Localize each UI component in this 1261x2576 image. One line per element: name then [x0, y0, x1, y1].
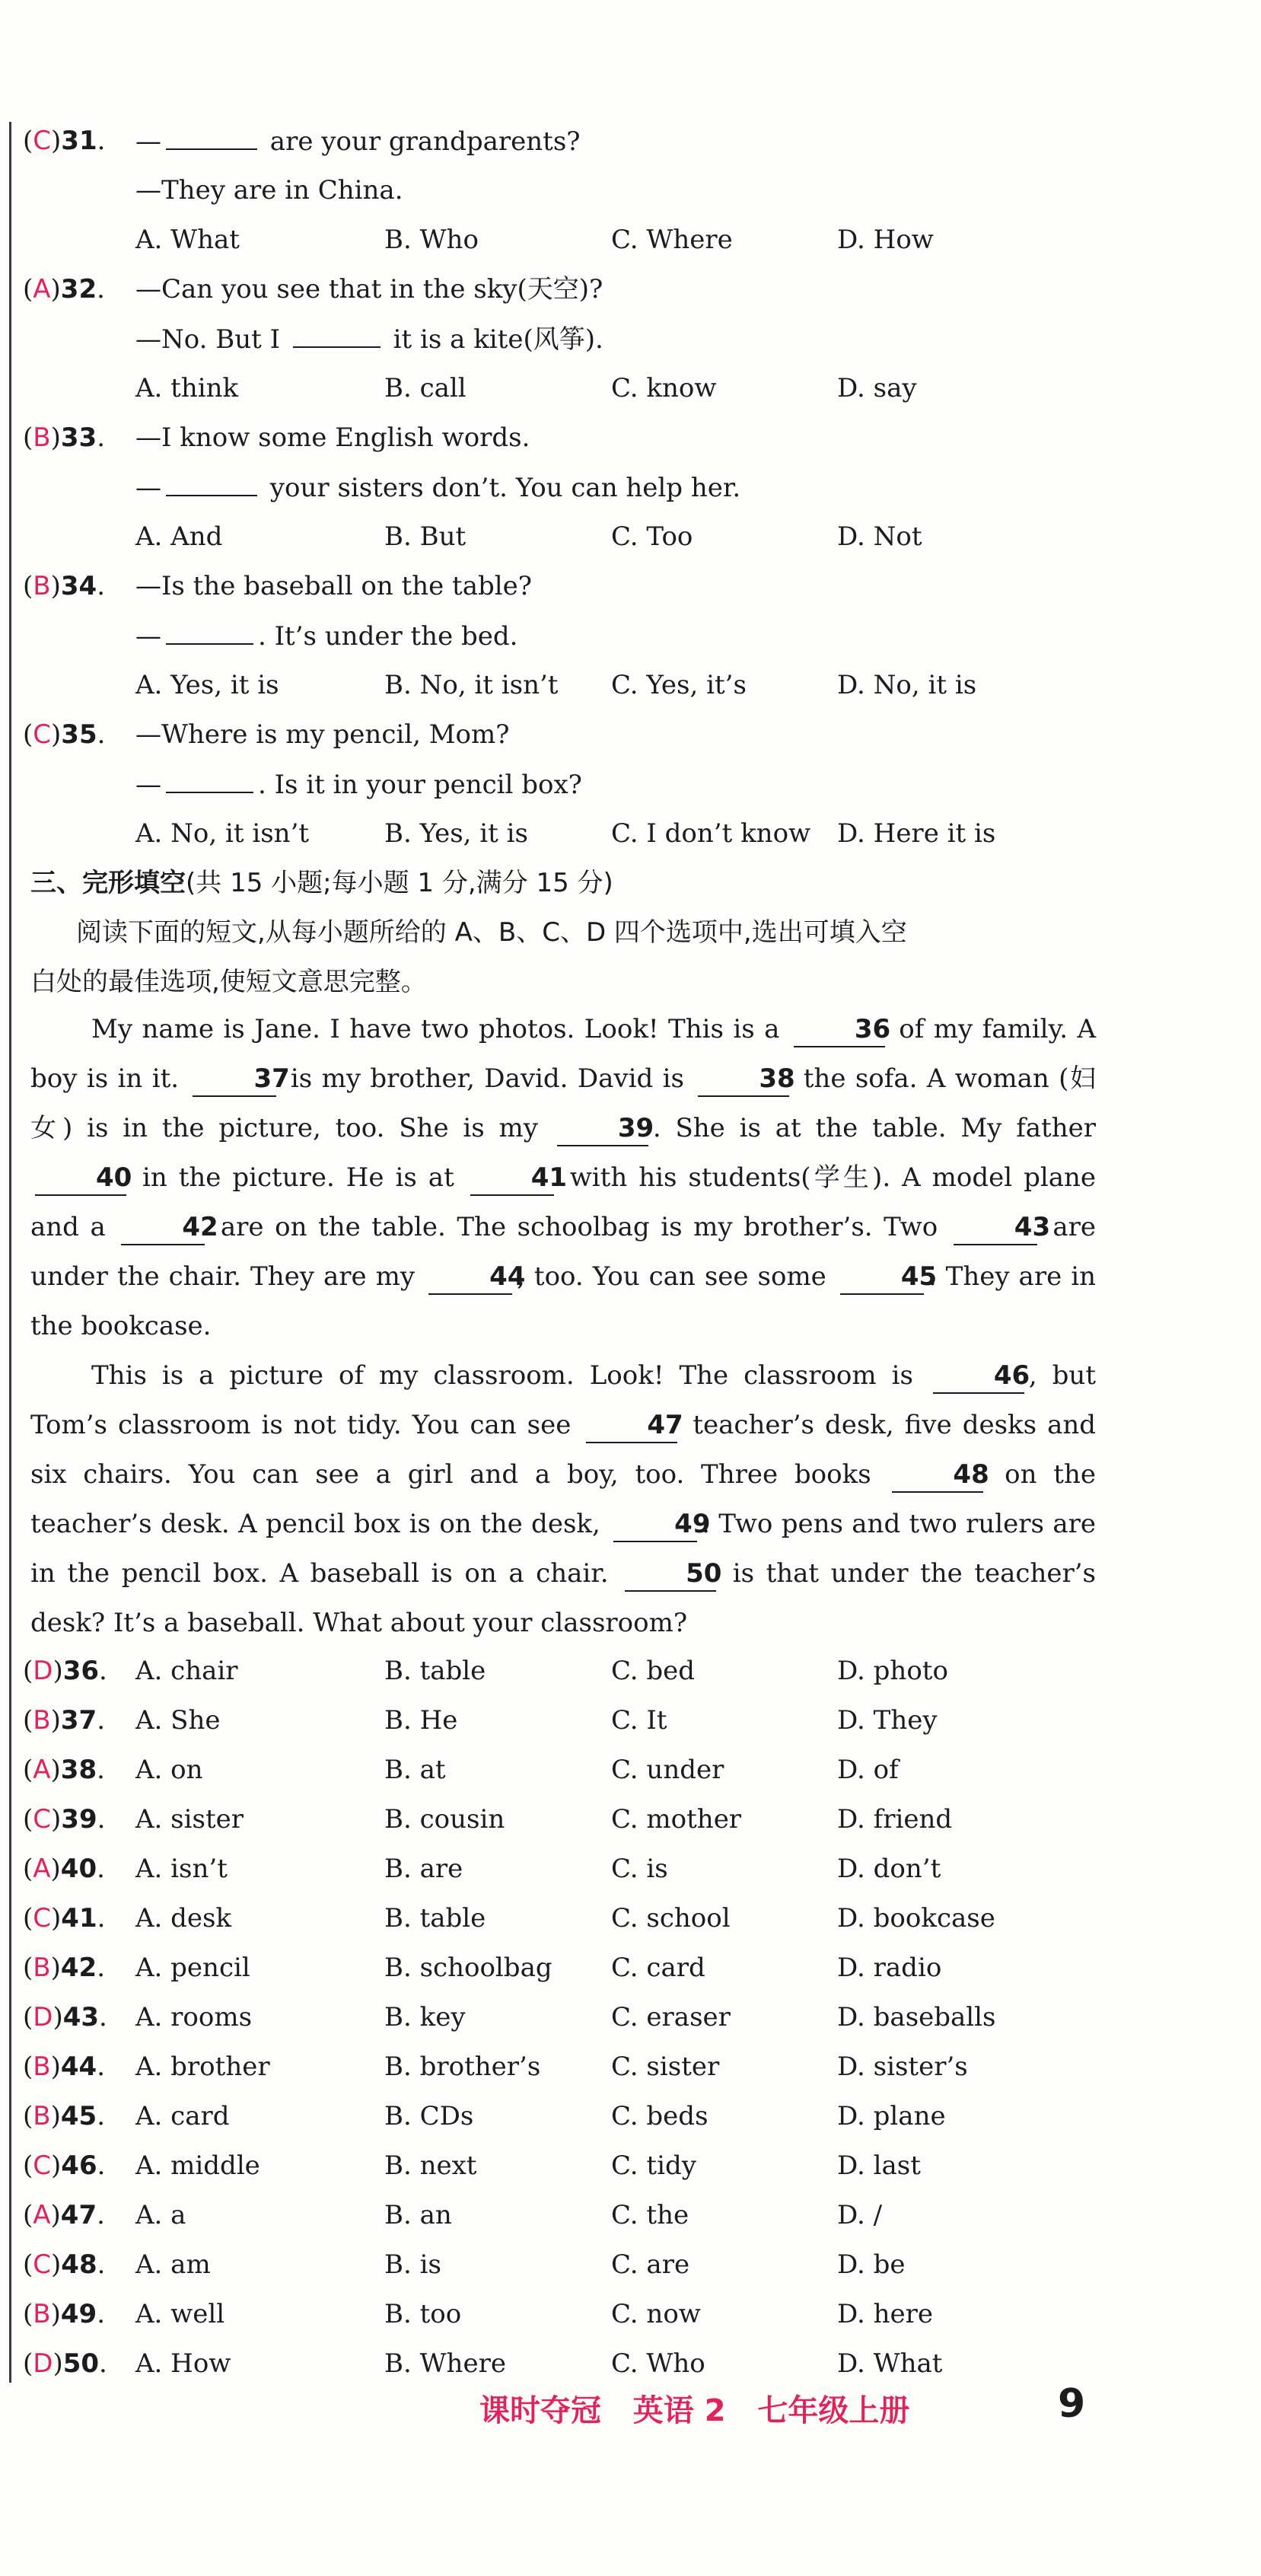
- answer-mark: C: [33, 1804, 52, 1835]
- question-number: 31: [61, 126, 97, 156]
- answer-blank: [166, 761, 253, 793]
- question-number: 36: [62, 1656, 100, 1686]
- option: C. It: [611, 1705, 667, 1736]
- answer-mark: B: [33, 1705, 51, 1736]
- blank-36: 36: [794, 1012, 885, 1047]
- option: D. be: [837, 2249, 906, 2280]
- option: D. /: [837, 2200, 883, 2230]
- answer-mark: A: [33, 1755, 51, 1785]
- option: D. photo: [837, 1656, 948, 1686]
- option: B. are: [384, 1854, 463, 1884]
- option: C. is: [611, 1854, 668, 1884]
- footer-title: 课时夺冠 英语 2 七年级上册: [479, 2393, 910, 2428]
- answer-mark: B: [33, 2052, 51, 2082]
- question-number: 45: [60, 2101, 97, 2131]
- option: A. middle: [135, 2150, 260, 2181]
- option: A. isn’t: [135, 1854, 228, 1884]
- blank-47: 47: [586, 1408, 677, 1443]
- answer-mark: B: [33, 1953, 51, 1983]
- option: C. mother: [611, 1804, 742, 1835]
- answer-mark: C: [33, 719, 52, 750]
- option: D. What: [837, 2348, 943, 2379]
- answer-mark: D: [33, 2002, 53, 2032]
- option: D. friend: [837, 1804, 953, 1835]
- option: B. an: [384, 2200, 452, 2230]
- option: C. card: [611, 1953, 705, 1983]
- blank-37: 37: [193, 1062, 276, 1097]
- answer-blank: [293, 316, 381, 348]
- option: D. here: [837, 2299, 934, 2329]
- option: B. too: [384, 2299, 462, 2329]
- blank-43: 43: [954, 1210, 1037, 1245]
- option: C. tidy: [611, 2150, 696, 2181]
- answer-mark: A: [33, 2200, 51, 2230]
- option: B. CDs: [384, 2101, 474, 2131]
- question-number: 43: [62, 2002, 100, 2032]
- option: D. They: [837, 1705, 938, 1736]
- blank-45: 45: [840, 1260, 924, 1295]
- option: B. brother’s: [384, 2052, 541, 2082]
- option: A. brother: [135, 2052, 270, 2082]
- answer-mark: B: [33, 422, 51, 453]
- option: B. next: [384, 2150, 477, 2181]
- option: A. How: [135, 2348, 231, 2379]
- option: D. last: [837, 2150, 921, 2181]
- option: A. a: [135, 2200, 186, 2230]
- option: D. plane: [837, 2101, 946, 2131]
- question-number: 46: [61, 2150, 97, 2181]
- option: A. sister: [135, 1804, 244, 1835]
- blank-38: 38: [698, 1062, 789, 1097]
- answer-mark: C: [33, 1903, 52, 1934]
- blank-44: 44: [428, 1260, 512, 1295]
- option: B. Where: [384, 2348, 506, 2379]
- question-number: 44: [60, 2052, 97, 2082]
- option: A. pencil: [135, 1953, 250, 1983]
- option: B. He: [384, 1705, 458, 1736]
- option: B. key: [384, 2002, 466, 2032]
- answer-mark: D: [33, 1656, 53, 1686]
- question-number: 34: [60, 571, 97, 601]
- option: A. card: [135, 2101, 230, 2131]
- option: D. baseballs: [837, 2002, 996, 2032]
- option: B. table: [384, 1903, 486, 1934]
- question-number: 50: [62, 2348, 100, 2379]
- margin-rule: [9, 122, 11, 2383]
- answer-mark: D: [33, 2348, 53, 2379]
- blank-50: 50: [625, 1557, 716, 1592]
- blank-48: 48: [892, 1458, 983, 1493]
- option: C. now: [611, 2299, 701, 2329]
- answer-blank: [166, 118, 257, 150]
- option: B. is: [384, 2249, 441, 2280]
- question-number: 39: [61, 1804, 97, 1835]
- question-number: 47: [60, 2200, 97, 2230]
- question-number: 38: [60, 1755, 97, 1785]
- option: D. bookcase: [837, 1903, 995, 1934]
- option: C. beds: [611, 2101, 709, 2131]
- answer-mark: C: [33, 2249, 52, 2280]
- question-number: 37: [60, 1705, 97, 1736]
- question-number: 35: [61, 719, 97, 750]
- blank-41: 41: [470, 1161, 554, 1196]
- option: C. eraser: [611, 2002, 731, 2032]
- answer-blank: [166, 613, 253, 645]
- answer-mark: B: [33, 2299, 51, 2329]
- option: D. don’t: [837, 1854, 941, 1884]
- blank-40: 40: [35, 1161, 126, 1196]
- option: A. She: [135, 1705, 221, 1736]
- question-number: 42: [60, 1953, 97, 1983]
- blank-42: 42: [121, 1210, 205, 1245]
- option: A. am: [135, 2249, 211, 2280]
- option: A. chair: [135, 1656, 238, 1686]
- option: B. table: [384, 1656, 486, 1686]
- option: A. rooms: [135, 2002, 253, 2032]
- option: D. radio: [837, 1953, 942, 1983]
- blank-49: 49: [613, 1507, 697, 1542]
- option: A. well: [135, 2299, 225, 2329]
- option: C. under: [611, 1755, 724, 1785]
- answer-mark: C: [33, 2150, 52, 2181]
- page-number: 9: [1058, 2381, 1086, 2427]
- option: C. sister: [611, 2052, 720, 2082]
- option: D. of: [837, 1755, 899, 1785]
- passage-paragraph-1: My name is Jane. I have two photos. Look! This is a 36 of my family. A boy is in it. 37 is my brother, David. David is 38 the sofa. A woman (妇女) is in the picture, too. She is my 39. She is at the table. My father 40 in the picture. He is at 41 with his students(学生). A model plane and a 42 are on the table. The schoolbag is my brother’s. Two 43 are under the chair. They are my 44, too. You can see some 45. They are in the bookcase.: [30, 1014, 1096, 1341]
- passage-paragraph-2: This is a picture of my classroom. Look! The classroom is 46, but Tom’s classroom is not tidy. You can see 47 teacher’s desk, five desks and six chairs. You can see a girl and a boy, too. Three books 48 on the teacher’s desk. A pencil box is on the desk, 49. Two pens and two rulers are in the pencil box. A baseball is on a chair. 50 is that under the teacher’s desk? It’s a baseball. What about your classroom?: [30, 1360, 1096, 1638]
- option: B. cousin: [384, 1804, 505, 1835]
- answer-mark: B: [33, 571, 51, 601]
- answer-mark: A: [33, 1854, 51, 1884]
- blank-46: 46: [933, 1359, 1024, 1394]
- option: C. are: [611, 2249, 690, 2280]
- option: C. school: [611, 1903, 731, 1934]
- option: D. sister’s: [837, 2052, 968, 2082]
- question-number: 40: [60, 1854, 97, 1884]
- option: C. bed: [611, 1656, 696, 1686]
- answer-mark: A: [33, 274, 51, 304]
- question-number: 41: [61, 1903, 97, 1934]
- answer-blank: [166, 464, 257, 496]
- answer-mark: C: [33, 126, 52, 156]
- question-number: 49: [60, 2299, 97, 2329]
- question-number: 48: [61, 2249, 97, 2280]
- option: A. on: [135, 1755, 203, 1785]
- option: B. schoolbag: [384, 1953, 552, 1983]
- option: C. Who: [611, 2348, 705, 2379]
- answer-mark: B: [33, 2101, 51, 2131]
- option: C. the: [611, 2200, 689, 2230]
- option: B. at: [384, 1755, 446, 1785]
- question-number: 32: [60, 274, 97, 304]
- question-number: 33: [60, 422, 97, 453]
- option: A. desk: [135, 1903, 232, 1934]
- blank-39: 39: [557, 1111, 648, 1146]
